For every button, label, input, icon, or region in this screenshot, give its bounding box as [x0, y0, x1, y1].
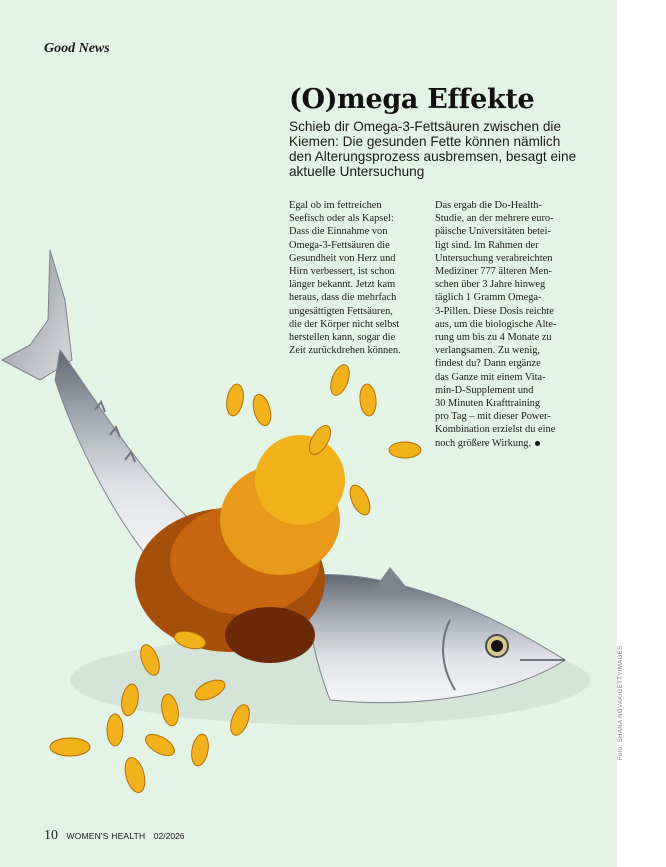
- section-label: Good News: [44, 41, 110, 56]
- body-line: min-D-Supplement und: [435, 384, 534, 396]
- fish-capsules-illustration: [0, 240, 617, 840]
- body-line: die der Körper nicht selbst: [289, 318, 400, 330]
- body-line: Zeit zurückdrehen können.: [289, 345, 401, 357]
- body-line: herstellen kann, sogar die: [289, 332, 396, 344]
- body-line: Untersuchung verabreichten: [435, 252, 553, 264]
- body-line: Kombination erzielst du eine: [435, 424, 556, 436]
- body-line: das Ganze mit einem Vita-: [435, 371, 546, 383]
- body-line: 30 Minuten Krafttraining: [435, 398, 541, 410]
- page-number: 10: [44, 828, 58, 843]
- body-line: Hirn verbessert, ist schon: [289, 266, 395, 278]
- body-line: schen über 3 Jahre hinweg: [435, 279, 546, 291]
- body-line: heraus, dass die mehrfach: [289, 292, 397, 304]
- body-line: Dass die Einnahme von: [289, 226, 388, 238]
- body-line-text: noch größere Wirkung.: [435, 437, 532, 449]
- body-line: Gesundheit von Herz und: [289, 252, 396, 264]
- article-dek: Schieb dir Omega-3-Fettsäuren zwischen die Kiemen: Die gesunden Fette können nämlich den Alterungsprozess ausbremsen, besagt eine aktuelle Untersuchung: [289, 119, 577, 179]
- body-line: verlangsamen. Zu wenig,: [435, 345, 541, 357]
- fish-pupil: [491, 640, 503, 652]
- body-line: Seefisch oder als Kapsel:: [289, 213, 394, 225]
- body-line: rung um bis zu 4 Monate zu: [435, 332, 552, 344]
- body-line: findest du? Dann ergänze: [435, 358, 541, 370]
- magazine-name: WOMEN'S HEALTH: [66, 831, 146, 841]
- body-line: aus, um die biologische Alte-: [435, 318, 557, 330]
- issue-date: 02/2026: [153, 831, 185, 841]
- capsule-mass: [135, 435, 345, 663]
- body-line: Mediziner 777 älteren Men-: [435, 266, 552, 278]
- body-line: 3-Pillen. Diese Dosis reichte: [435, 305, 554, 317]
- body-line: ungesättigten Fettsäuren,: [289, 305, 393, 317]
- body-line: pro Tag – mit dieser Power-: [435, 411, 551, 423]
- body-line: länger bekannt. Jetzt kam: [289, 279, 396, 291]
- page-gutter: [617, 0, 666, 867]
- body-line: Egal ob im fettreichen: [289, 200, 382, 211]
- body-line: täglich 1 Gramm Omega-: [435, 292, 542, 304]
- body-line: Studie, an der mehrere euro-: [435, 213, 554, 225]
- body-line: Omega-3-Fettsäuren die: [289, 239, 390, 251]
- body-line: Das ergab die Do-Health-: [435, 200, 542, 211]
- body-line: ligt sind. Im Rahmen der: [435, 239, 539, 251]
- body-line: päische Universitäten betei-: [435, 226, 551, 238]
- article-headline: (O)mega Effekte: [289, 84, 535, 115]
- photo-credit: Foto: SHANA NOVAK/GETTYIMAGES: [618, 645, 624, 760]
- page-footer: [44, 826, 185, 844]
